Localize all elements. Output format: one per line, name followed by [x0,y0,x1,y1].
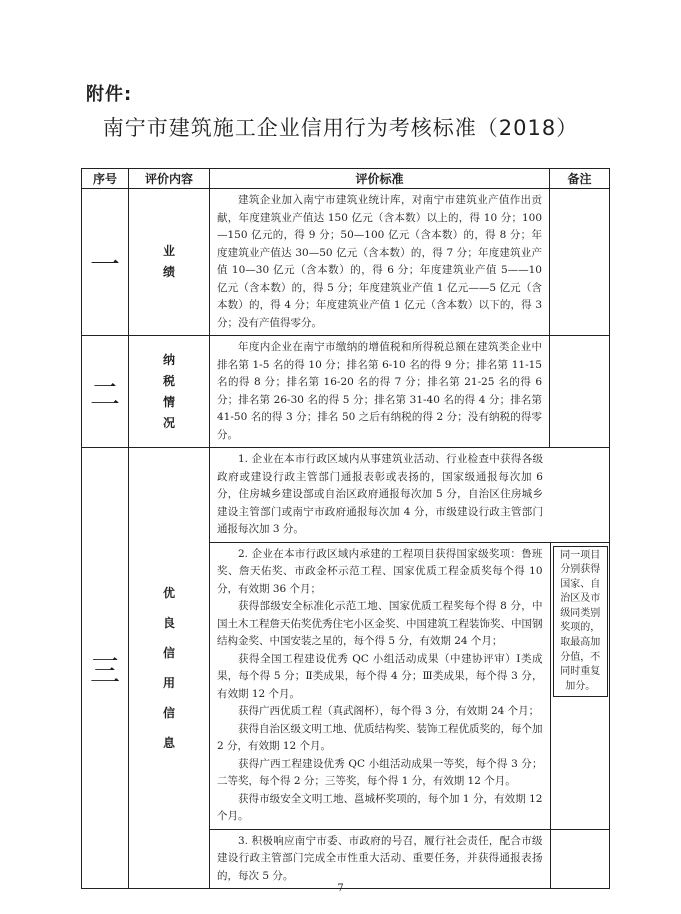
standards-table [81,168,610,889]
row-content [129,189,210,336]
table-row [82,336,610,448]
header-content: 评价内容 [129,169,210,189]
row-seq: 三 [82,448,129,889]
sub-row-3 [210,829,610,888]
sub-remark-3 [550,829,610,888]
content-char: 息 [162,736,175,750]
row-content [129,336,210,448]
header-seq: 序号 [82,169,129,189]
content-char: 用 [162,676,175,690]
standard-text: 3. 积极响应南宁市委、市政府的号召，履行社会责任，配合市级建设行政主管部门完成全市性重大活动、重要任务，并获得通报表扬的，每次 5 分。 [217,834,543,882]
sub-remark-1 [550,448,610,542]
page-number: 7 [337,883,344,894]
content-char: 业 [162,244,175,258]
content-char: 信 [162,646,175,660]
row-three-detail [210,448,610,889]
content-char: 纳 [162,352,175,367]
standard-text: 2. 企业在本市行政区域内承建的工程项目获得国家级奖项：鲁班奖、詹天佑奖、市政金杯示范工程、国家优质工程金质奖每个得 10 分，有效期 36 个月； [217,547,543,595]
content-char: 优 [162,586,175,600]
row-remark [550,336,610,448]
inner-table [210,448,610,888]
content-char: 绩 [162,265,175,279]
standard-text: 1. 企业在本市行政区域内从事建筑业活动、行业检查中获得各级政府或建设行政主管部门通报表彰或表扬的，国家级通报每次加 6 分，住房城乡建设部或自治区政府通报每次加 5 分，自治区住房城乡建设主管部门或南宁市政府通报每次加 4 分，市级建设行政主管部门通报每次加 3 分。 [217,453,543,535]
remark-note: 同一项目分别获得国家、自治区及市级同类别奖项的，取最高加分值，不同时重复加分。 [553,546,609,698]
attachment-label: 附件: [86,84,133,105]
content-char: 情 [162,394,175,409]
standard-text: 建筑企业加入南宁市建筑业统计库，对南宁市建筑业产值作出贡献，年度建筑业产值达 150 亿元（含本数）以上的，得 10 分；100—150 亿元的，得 9 分；50—100 亿元（含本数）的，得 8 分；年度建筑业产值达 30—50 亿元（含本数）的，得 7 分；年度建筑业产值 10—30 亿元（含本数）的，得 6 分；年度建筑业产值 5——10 亿元（含本数）的，得 5 分；年度建筑业产值 1 亿元——5 亿元（含本数）的，得 4 分；年度建筑业产值 1 亿元（含本数）以下的，得 3 分；没有产值得零分。 [217,194,542,329]
standard-text: 年度内企业在南宁市缴纳的增值税和所得税总额在建筑类企业中排名第 1-5 名的得 10 分；排名第 6-10 名的得 9 分；排名第 11-15 名的得 8 分；排名第 16-20 名的得 7 分；排名第 21-25 名的得 6 分；排名第 26-30 名的得 5 分；排名第 31-40 名的得 4 分；排名第 41-50 名的得 3 分；排名 50 之后有纳税的得 2 分；没有纳税的得零分。 [217,341,542,441]
standard-text: 获得部级安全标准化示范工地、国家优质工程奖每个得 8 分，中国土木工程詹天佑奖优秀住宅小区金奖、中国建筑工程装饰奖、中国钢结构金奖、中国安装之星的，每个得 5 分，有效期 24 个月； [217,600,543,647]
sub-standard-1 [210,448,550,542]
table-row [82,448,610,889]
header-standard: 评价标准 [210,169,550,189]
row-standard [210,189,550,336]
row-remark [550,189,610,336]
standard-text: 获得全国工程建设优秀 QC 小组活动成果（中建协评审）Ⅰ类成果，每个得 5 分；Ⅱ类成果，每个得 4 分；Ⅲ类成果，每个得 3 分，有效期 12 个月。 [217,652,543,700]
document-title: 南宁市建筑施工企业信用行为考核标准（2018） [102,116,579,140]
content-char: 良 [162,616,175,630]
row-seq: 二 [82,336,129,448]
sub-row-1 [210,448,610,542]
table-header-row [82,169,610,189]
row-content [129,448,210,889]
content-char: 况 [162,415,175,430]
standard-text: 获得市级安全文明工地、邕城杯奖项的，每个加 1 分，有效期 12 个月。 [217,792,543,822]
standard-text: 获得广西优质工程（真武阁杯），每个得 3 分，有效期 24 个月； [238,705,540,717]
content-char: 税 [162,373,175,388]
row-seq: 一 [82,189,129,336]
sub-standard-2 [210,542,550,829]
standard-text: 获得广西工程建设优秀 QC 小组活动成果一等奖，每个得 3 分；二等奖，每个得 2 分；三等奖，每个得 1 分，有效期 12 个月。 [217,757,543,787]
standard-text: 获得自治区级文明工地、优质结构奖、装饰工程优质奖的，每个加 2 分，有效期 12 个月。 [217,722,543,752]
content-char: 信 [162,706,175,720]
sub-standard-3 [210,829,550,888]
header-remark: 备注 [550,169,610,189]
sub-row-2 [210,542,610,829]
row-standard [210,336,550,448]
sub-remark-2 [550,542,610,829]
table-row [82,189,610,336]
